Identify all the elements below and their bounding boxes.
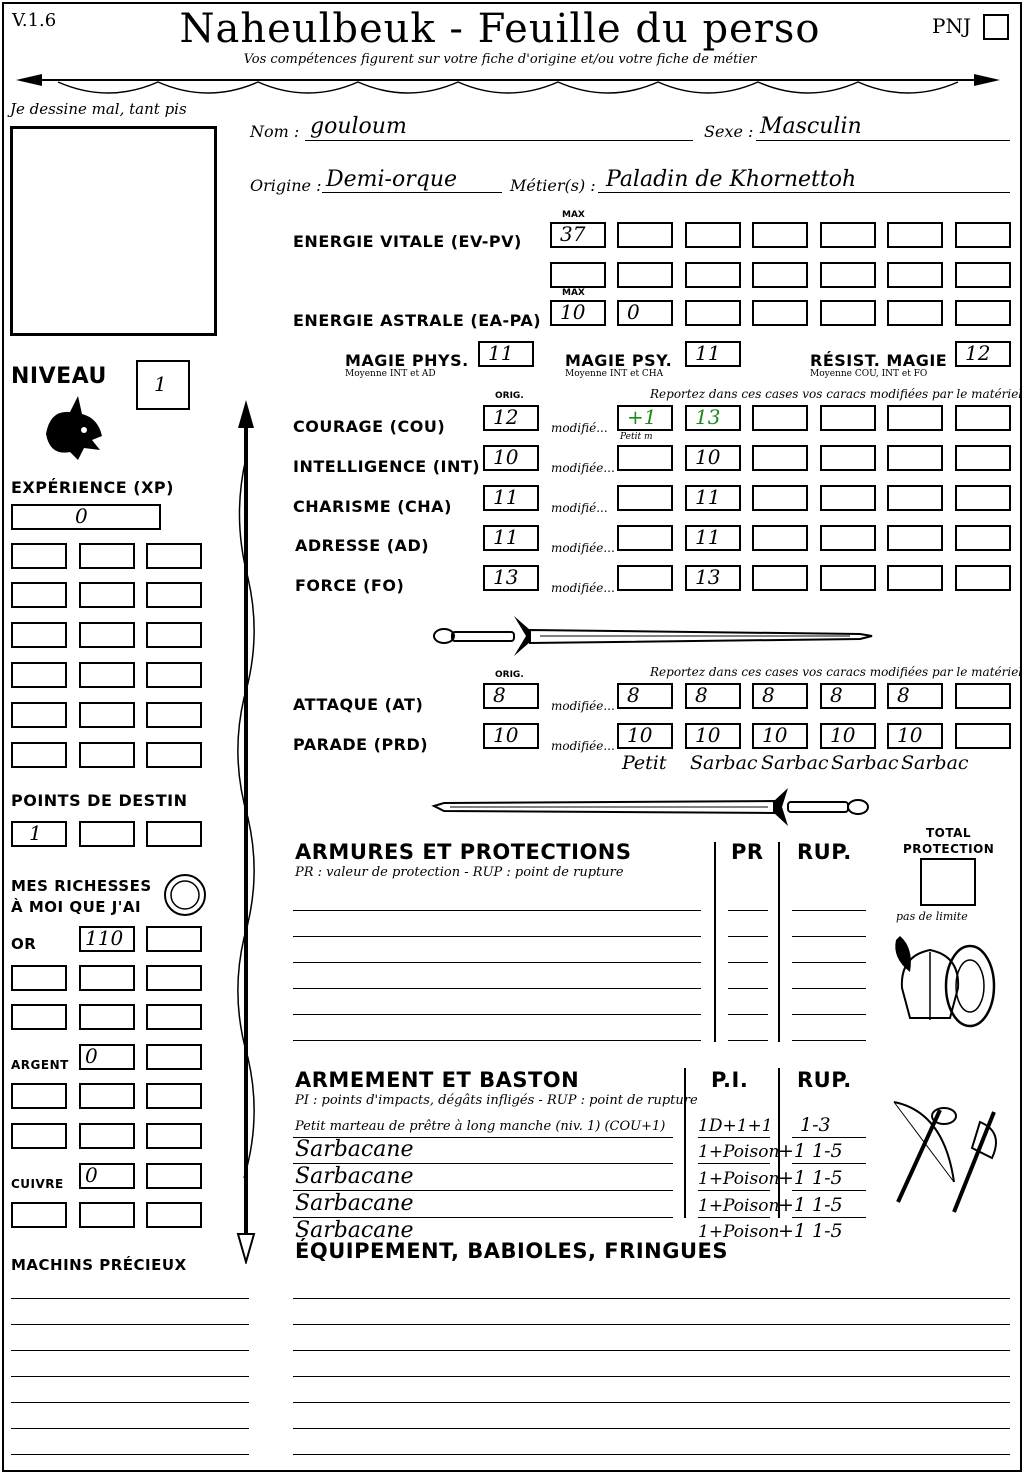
armure-line	[293, 936, 701, 937]
fo-mod-label: modifiée...	[551, 581, 615, 595]
portrait-box[interactable]	[10, 126, 217, 336]
cha-label: CHARISME (CHA)	[293, 497, 452, 516]
weapon-name-label: Sarbac	[690, 752, 758, 774]
sexe-line	[756, 140, 1010, 141]
xp-box[interactable]	[11, 742, 67, 768]
ea-box[interactable]	[685, 300, 741, 326]
int-orig-box[interactable]: 10	[483, 445, 539, 471]
weapon-name-label: Sarbac	[901, 752, 969, 774]
xp-box[interactable]	[146, 582, 202, 608]
xp-box[interactable]	[11, 622, 67, 648]
niveau-label: NIVEAU	[11, 364, 107, 389]
armure-rup-line	[792, 1014, 866, 1015]
armure-pr-line	[728, 962, 768, 963]
fo-mod-box[interactable]	[617, 565, 673, 591]
cou-value-box[interactable]	[752, 405, 808, 431]
equipement-line	[293, 1454, 1010, 1455]
caracs-report-note: Reportez dans ces cases vos caracs modifiées par le matériel	[650, 387, 1023, 401]
ev-box[interactable]	[617, 222, 673, 248]
weapon-pi[interactable]: 1+Poison	[698, 1196, 780, 1216]
at-label: ATTAQUE (AT)	[293, 695, 424, 714]
precieux-line	[11, 1324, 249, 1325]
armure-pr-line	[728, 910, 768, 911]
armure-line	[293, 962, 701, 963]
limit-note: pas de limite	[896, 910, 968, 923]
argent-box[interactable]	[79, 1123, 135, 1149]
armure-pr-line	[728, 988, 768, 989]
prd-mod-label: modifiée...	[551, 739, 615, 753]
or-box[interactable]	[79, 1004, 135, 1030]
destin-box[interactable]	[146, 821, 202, 847]
fo-value-box[interactable]	[820, 565, 876, 591]
xp-box[interactable]	[79, 662, 135, 688]
equipement-title: ÉQUIPEMENT, BABIOLES, FRINGUES	[295, 1239, 728, 1263]
armure-rup-line	[792, 1040, 866, 1041]
portrait-caption: Je dessine mal, tant pis	[10, 100, 187, 118]
int-value-box[interactable]	[955, 445, 1011, 471]
sexe-label: Sexe :	[704, 122, 754, 141]
combat-report-note: Reportez dans ces cases vos caracs modifiées par le matériel	[650, 665, 1023, 679]
cuivre-box[interactable]	[11, 1202, 67, 1228]
caracs-orig-label: ORIG.	[495, 391, 524, 401]
armure-rup-line	[792, 962, 866, 963]
armure-line	[293, 988, 701, 989]
fo-value-box[interactable]	[752, 565, 808, 591]
armement-note: PI : points d'impacts, dégâts infligés - RUP : point de rupture	[295, 1093, 698, 1108]
ev-box[interactable]	[955, 222, 1011, 248]
weapon-pi-line	[698, 1163, 770, 1164]
cuivre-box[interactable]: 0	[79, 1163, 135, 1189]
int-label: INTELLIGENCE (INT)	[293, 457, 481, 476]
armure-line	[293, 910, 701, 911]
precieux-label: MACHINS PRÉCIEUX	[11, 1256, 187, 1274]
magie-phys-box[interactable]: 11	[478, 341, 534, 367]
ea-label: ENERGIE ASTRALE (EA-PA)	[293, 311, 542, 330]
armure-rup-line	[792, 936, 866, 937]
niveau-box[interactable]: 1	[136, 360, 190, 410]
ev-box[interactable]	[617, 262, 673, 288]
page-title: Naheulbeuk - Feuille du perso	[179, 6, 821, 52]
precieux-line	[11, 1376, 249, 1377]
total-protection-label: PROTECTION	[903, 842, 995, 856]
argent-box[interactable]	[11, 1123, 67, 1149]
nom-label: Nom :	[250, 122, 300, 141]
ev-box[interactable]	[887, 222, 943, 248]
at-value-box[interactable]: 8	[887, 683, 943, 709]
destin-label: POINTS DE DESTIN	[11, 791, 188, 810]
combat-orig-label: ORIG.	[495, 670, 524, 680]
cuivre-box[interactable]	[146, 1202, 202, 1228]
ea-max-box[interactable]: 10	[550, 300, 606, 326]
vertical-spear-icon	[226, 398, 266, 1264]
prd-value-box[interactable]: 10	[887, 723, 943, 749]
precieux-line	[11, 1428, 249, 1429]
weapon-rup-line	[792, 1217, 866, 1218]
weapon-rup[interactable]: +1 1-5	[778, 1140, 843, 1162]
at-value-box[interactable]: 8	[752, 683, 808, 709]
column-divider	[684, 1068, 686, 1218]
cou-value-box[interactable]	[820, 405, 876, 431]
cha-mod-label: modifié...	[551, 501, 608, 515]
cuivre-label: CUIVRE	[11, 1177, 64, 1191]
armement-title: ARMEMENT ET BASTON	[295, 1068, 580, 1092]
weapon-name-label: Petit	[622, 752, 667, 774]
at-value-box[interactable]: 8	[820, 683, 876, 709]
equipement-line	[293, 1324, 1010, 1325]
metier-label: Métier(s) :	[510, 176, 596, 195]
ea-box[interactable]	[887, 300, 943, 326]
xp-label: EXPÉRIENCE (XP)	[11, 478, 174, 497]
ev-box[interactable]	[752, 222, 808, 248]
coin-icon	[162, 872, 208, 918]
sexe-value[interactable]: Masculin	[760, 114, 862, 139]
weapon-pi[interactable]: 1+Poison	[698, 1142, 780, 1162]
magie-phys-label: MAGIE PHYS.	[345, 351, 469, 370]
ev-label: ENERGIE VITALE (EV-PV)	[293, 232, 522, 251]
weapon-pi[interactable]: 1+Poison	[698, 1169, 780, 1189]
argent-box[interactable]	[79, 1083, 135, 1109]
ev-box[interactable]	[955, 262, 1011, 288]
weapon-rup[interactable]: +1 1-5	[778, 1194, 843, 1216]
richesses-label: À MOI QUE J'AI	[11, 898, 142, 916]
precieux-line	[11, 1350, 249, 1351]
xp-box[interactable]	[79, 543, 135, 569]
xp-box[interactable]	[79, 742, 135, 768]
total-protection-label: TOTAL	[926, 826, 972, 840]
fo-orig-box[interactable]: 13	[483, 565, 539, 591]
version-label: V.1.6	[12, 10, 57, 31]
cha-value-box[interactable]: 11	[685, 485, 741, 511]
weapon-name-label: Sarbac	[831, 752, 899, 774]
int-mod-label: modifiée...	[551, 461, 615, 475]
cou-orig-box[interactable]: 12	[483, 405, 539, 431]
sword-icon	[430, 784, 875, 830]
page-subtitle: Vos compétences figurent sur votre fiche d'origine et/ou votre fiche de métier	[243, 52, 757, 67]
armures-note: PR : valeur de protection - RUP : point de rupture	[295, 865, 624, 880]
or-box[interactable]	[79, 965, 135, 991]
int-value-box[interactable]: 10	[685, 445, 741, 471]
ad-mod-box[interactable]	[617, 525, 673, 551]
ev-box[interactable]	[550, 262, 606, 288]
ea-box[interactable]	[955, 300, 1011, 326]
at-value-box[interactable]: 8	[617, 683, 673, 709]
fo-value-box[interactable]: 13	[685, 565, 741, 591]
weapon-pi[interactable]: 1+Poison	[698, 1222, 780, 1242]
xp-box[interactable]	[146, 662, 202, 688]
argent-box[interactable]	[146, 1083, 202, 1109]
argent-box[interactable]: 0	[79, 1044, 135, 1070]
ad-mod-label: modifiée...	[551, 541, 615, 555]
prd-value-box[interactable]: 10	[752, 723, 808, 749]
weapon-name[interactable]: Petit marteau de prêtre à long manche (niv. 1) (COU+1)	[295, 1119, 666, 1134]
weapon-name-label: Sarbac	[761, 752, 829, 774]
or-box[interactable]	[11, 1004, 67, 1030]
cuivre-box[interactable]	[79, 1202, 135, 1228]
armure-pr-line	[728, 1014, 768, 1015]
resist-magie-box[interactable]: 12	[955, 341, 1011, 367]
xp-box[interactable]	[146, 702, 202, 728]
resist-magie-label: RÉSIST. MAGIE	[810, 351, 948, 370]
cha-mod-box[interactable]	[617, 485, 673, 511]
int-value-box[interactable]	[820, 445, 876, 471]
armure-rup-line	[792, 910, 866, 911]
ad-value-box[interactable]	[820, 525, 876, 551]
at-value-box[interactable]: 8	[685, 683, 741, 709]
prd-orig-box[interactable]: 10	[483, 723, 539, 749]
or-label: OR	[11, 935, 37, 953]
destin-box[interactable]: 1	[11, 821, 67, 847]
armures-title: ARMURES ET PROTECTIONS	[295, 840, 632, 864]
xp-box[interactable]	[11, 543, 67, 569]
ev-max-box[interactable]: 37	[550, 222, 606, 248]
ev-box[interactable]	[752, 262, 808, 288]
magie-phys-note: Moyenne INT et AD	[345, 369, 436, 379]
xp-box[interactable]	[146, 742, 202, 768]
armure-pr-line	[728, 936, 768, 937]
weapon-rup[interactable]: 1-3	[800, 1114, 831, 1136]
or-box[interactable]	[11, 965, 67, 991]
ev-box[interactable]	[685, 222, 741, 248]
cou-value-box[interactable]	[955, 405, 1011, 431]
metier-value[interactable]: Paladin de Khornettoh	[606, 167, 857, 192]
xp-box[interactable]	[79, 582, 135, 608]
weapon-rup-line	[792, 1163, 866, 1164]
weapon-pi-line	[698, 1137, 770, 1138]
xp-box[interactable]	[11, 662, 67, 688]
weapon-name[interactable]: Sarbacane	[295, 1191, 414, 1216]
cou-value-box[interactable]	[887, 405, 943, 431]
weapon-pi-line	[698, 1217, 770, 1218]
richesses-label: MES RICHESSES	[11, 877, 152, 895]
weapon-name[interactable]: Sarbacane	[295, 1218, 414, 1243]
ev-box[interactable]	[887, 262, 943, 288]
argent-box[interactable]	[146, 1044, 202, 1070]
ev-box[interactable]	[820, 262, 876, 288]
xp-box[interactable]	[11, 582, 67, 608]
crossed-weapons-icon	[884, 1092, 1008, 1218]
prd-value-box[interactable]: 10	[685, 723, 741, 749]
at-mod-label: modifiée...	[551, 699, 615, 713]
nom-value[interactable]: gouloum	[310, 114, 407, 139]
xp-box[interactable]	[11, 702, 67, 728]
cha-value-box[interactable]	[752, 485, 808, 511]
equipement-line	[293, 1428, 1010, 1429]
int-value-box[interactable]	[887, 445, 943, 471]
helmet-shield-icon	[890, 928, 1000, 1032]
precieux-line	[11, 1402, 249, 1403]
column-divider	[778, 842, 780, 1042]
ev-box[interactable]	[820, 222, 876, 248]
armure-rup-line	[792, 988, 866, 989]
or-box[interactable]	[146, 1004, 202, 1030]
precieux-line	[11, 1454, 249, 1455]
metier-line	[598, 192, 1010, 193]
cha-value-box[interactable]	[820, 485, 876, 511]
armure-line	[293, 1040, 701, 1041]
total-protection-box[interactable]	[920, 858, 976, 906]
xp-box[interactable]	[146, 543, 202, 569]
resist-magie-note: Moyenne COU, INT et FO	[810, 369, 928, 379]
fo-value-box[interactable]	[887, 565, 943, 591]
ad-value-box[interactable]: 11	[685, 525, 741, 551]
argent-box[interactable]	[11, 1083, 67, 1109]
weapon-name[interactable]: Sarbacane	[295, 1137, 414, 1162]
ad-value-box[interactable]	[887, 525, 943, 551]
cou-value-box[interactable]: 13	[685, 405, 741, 431]
equipement-line	[293, 1376, 1010, 1377]
cha-value-box[interactable]	[887, 485, 943, 511]
ad-label: ADRESSE (AD)	[295, 536, 430, 555]
argent-label: ARGENT	[11, 1058, 69, 1072]
equipement-line	[293, 1298, 1010, 1299]
cuivre-box[interactable]	[146, 1163, 202, 1189]
armure-line	[293, 1014, 701, 1015]
fo-value-box[interactable]	[955, 565, 1011, 591]
weapon-rup[interactable]: +1 1-5	[778, 1167, 843, 1189]
nom-line	[305, 140, 693, 141]
pnj-checkbox[interactable]	[983, 14, 1009, 40]
ev-max-label: MAX	[562, 210, 585, 220]
ev-box[interactable]	[685, 262, 741, 288]
cou-label: COURAGE (COU)	[293, 417, 446, 436]
fo-label: FORCE (FO)	[295, 576, 405, 595]
prd-value-box[interactable]: 10	[820, 723, 876, 749]
int-mod-box[interactable]	[617, 445, 673, 471]
equipement-line	[293, 1402, 1010, 1403]
ea-box[interactable]	[752, 300, 808, 326]
cha-orig-box[interactable]: 11	[483, 485, 539, 511]
weapon-name[interactable]: Sarbacane	[295, 1164, 414, 1189]
xp-box[interactable]	[79, 622, 135, 648]
destin-box[interactable]	[79, 821, 135, 847]
armure-pr-line	[728, 1040, 768, 1041]
weapon-pi[interactable]: 1D+1+1	[698, 1116, 773, 1136]
armement-pi-label: P.I.	[711, 1068, 749, 1092]
int-value-box[interactable]	[752, 445, 808, 471]
xp-box[interactable]	[79, 702, 135, 728]
sword-icon	[430, 612, 875, 658]
origine-value[interactable]: Demi-orque	[326, 167, 458, 192]
weapon-rup-line	[792, 1137, 866, 1138]
equipement-line	[293, 1350, 1010, 1351]
or-box[interactable]	[146, 926, 202, 952]
prd-label: PARADE (PRD)	[293, 735, 429, 754]
magie-psy-label: MAGIE PSY.	[565, 351, 673, 370]
armures-rup-label: RUP.	[797, 840, 852, 864]
at-orig-box[interactable]: 8	[483, 683, 539, 709]
magie-psy-box[interactable]: 11	[685, 341, 741, 367]
cou-mod-label: modifié...	[551, 421, 608, 435]
or-box[interactable]	[146, 965, 202, 991]
ea-box[interactable]: 0	[617, 300, 673, 326]
ea-max-label: MAX	[562, 288, 585, 298]
ad-value-box[interactable]	[955, 525, 1011, 551]
weapon-pi-line	[698, 1190, 770, 1191]
cha-value-box[interactable]	[955, 485, 1011, 511]
prd-value-box[interactable]: 10	[617, 723, 673, 749]
origine-label: Origine :	[250, 176, 322, 195]
pnj-label: PNJ	[932, 14, 971, 38]
at-value-box[interactable]	[955, 683, 1011, 709]
column-divider	[714, 842, 716, 1042]
weapon-rup[interactable]: +1 1-5	[778, 1220, 843, 1242]
ad-orig-box[interactable]: 11	[483, 525, 539, 551]
xp-box[interactable]: 0	[11, 504, 161, 530]
armures-pr-label: PR	[731, 840, 764, 864]
precieux-line	[11, 1298, 249, 1299]
ea-box[interactable]	[820, 300, 876, 326]
xp-box[interactable]	[146, 622, 202, 648]
argent-box[interactable]	[146, 1123, 202, 1149]
armement-rup-label: RUP.	[797, 1068, 852, 1092]
weapon-rup-line	[792, 1190, 866, 1191]
origine-line	[322, 192, 502, 193]
dragon-head-icon	[40, 394, 106, 464]
magie-psy-note: Moyenne INT et CHA	[565, 369, 664, 379]
prd-value-box[interactable]	[955, 723, 1011, 749]
cou-mod-note: Petit m	[620, 432, 653, 442]
or-box[interactable]: 110	[79, 926, 135, 952]
ad-value-box[interactable]	[752, 525, 808, 551]
cou-mod-box[interactable]: +1	[617, 405, 673, 431]
